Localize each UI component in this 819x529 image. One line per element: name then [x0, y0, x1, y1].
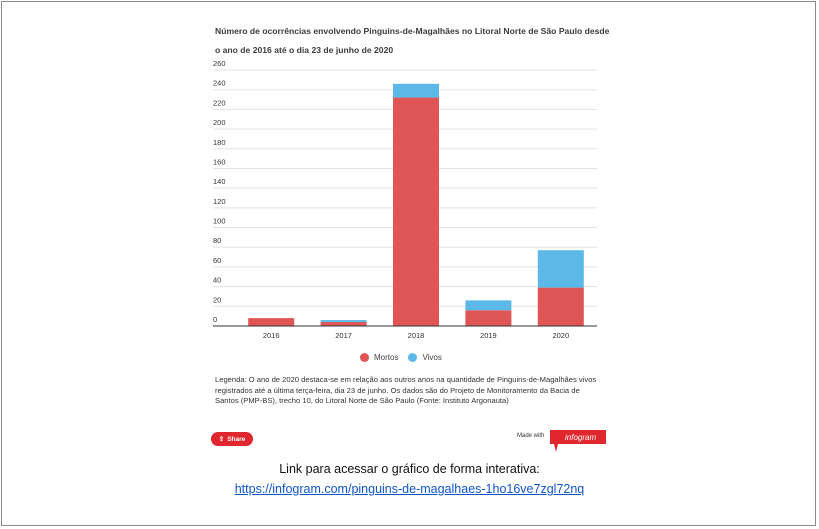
bar-mortos-2020: [538, 288, 584, 326]
y-tick-label: 200: [213, 118, 226, 128]
y-tick-label: 0: [213, 315, 218, 324]
bar-mortos-2016: [248, 318, 294, 326]
legend-item-vivos[interactable]: [408, 353, 441, 362]
y-tick-label: 80: [213, 236, 222, 246]
bar-vivos-2018: [393, 84, 439, 98]
x-tick-label: 2019: [480, 331, 497, 340]
made-with-text: Made with: [517, 433, 545, 439]
y-tick-label: 100: [213, 216, 226, 226]
bar-vivos-2019: [465, 300, 511, 310]
legend-label-mortos: Mortos: [374, 353, 399, 362]
x-tick-label: 2018: [407, 331, 425, 340]
link-heading: Link para acessar o gráfico de forma interativa:: [279, 462, 540, 476]
x-tick-label: 2020: [552, 331, 570, 340]
y-tick-label: 180: [213, 137, 226, 147]
y-tick-label: 220: [213, 98, 226, 108]
y-tick-label: 160: [213, 157, 226, 167]
share-label: Share: [227, 435, 246, 443]
y-tick-label: 120: [213, 196, 226, 206]
share-button[interactable]: [211, 432, 253, 446]
y-tick-label: 140: [213, 177, 226, 187]
legend-item-mortos[interactable]: [360, 353, 398, 362]
infogram-embed: [205, 12, 615, 452]
y-tick-label: 240: [213, 78, 226, 88]
share-icon: ⇪: [218, 436, 225, 443]
legend-swatch-mortos: [360, 353, 369, 362]
bar-mortos-2017: [321, 322, 367, 326]
legend-label-vivos: Vivos: [422, 353, 442, 362]
infogram-link[interactable]: https://infogram.com/pinguins-de-magalhaes-1ho16ve7zgl72nq: [234, 482, 585, 496]
chart-legend: [360, 353, 452, 362]
bar-vivos-2020: [538, 250, 584, 287]
infogram-brand-text: infogram: [565, 433, 597, 442]
y-tick-label: 260: [213, 59, 226, 68]
y-tick-label: 60: [213, 255, 222, 265]
bar-chart: [205, 12, 615, 352]
y-tick-label: 20: [213, 295, 222, 305]
bar-vivos-2017: [321, 320, 367, 322]
x-tick-label: 2016: [262, 331, 280, 340]
chart-title: Número de ocorrências envolvendo Pinguins-de-Magalhães no Litoral Norte de São Paulo desde o ano de 2016 até o dia 23 de junho de 2020: [215, 26, 610, 55]
bar-mortos-2018: [393, 98, 439, 326]
bar-mortos-2019: [465, 310, 511, 326]
legend-swatch-vivos: [408, 353, 417, 362]
y-tick-label: 40: [213, 275, 222, 285]
chart-caption: Legenda: O ano de 2020 destaca-se em relação aos outros anos na quantidade de Pinguins-de-Magalhães vivos registrados até a última terça-feira, dia 23 de junho. Os dados são do Projeto de Monitoramento da Bacia de Santos (PMP-BS), trecho 10, do Litoral Norte de São Paulo (Fonte: Instituto Argonauta): [215, 375, 597, 405]
x-tick-label: 2017: [335, 331, 352, 340]
